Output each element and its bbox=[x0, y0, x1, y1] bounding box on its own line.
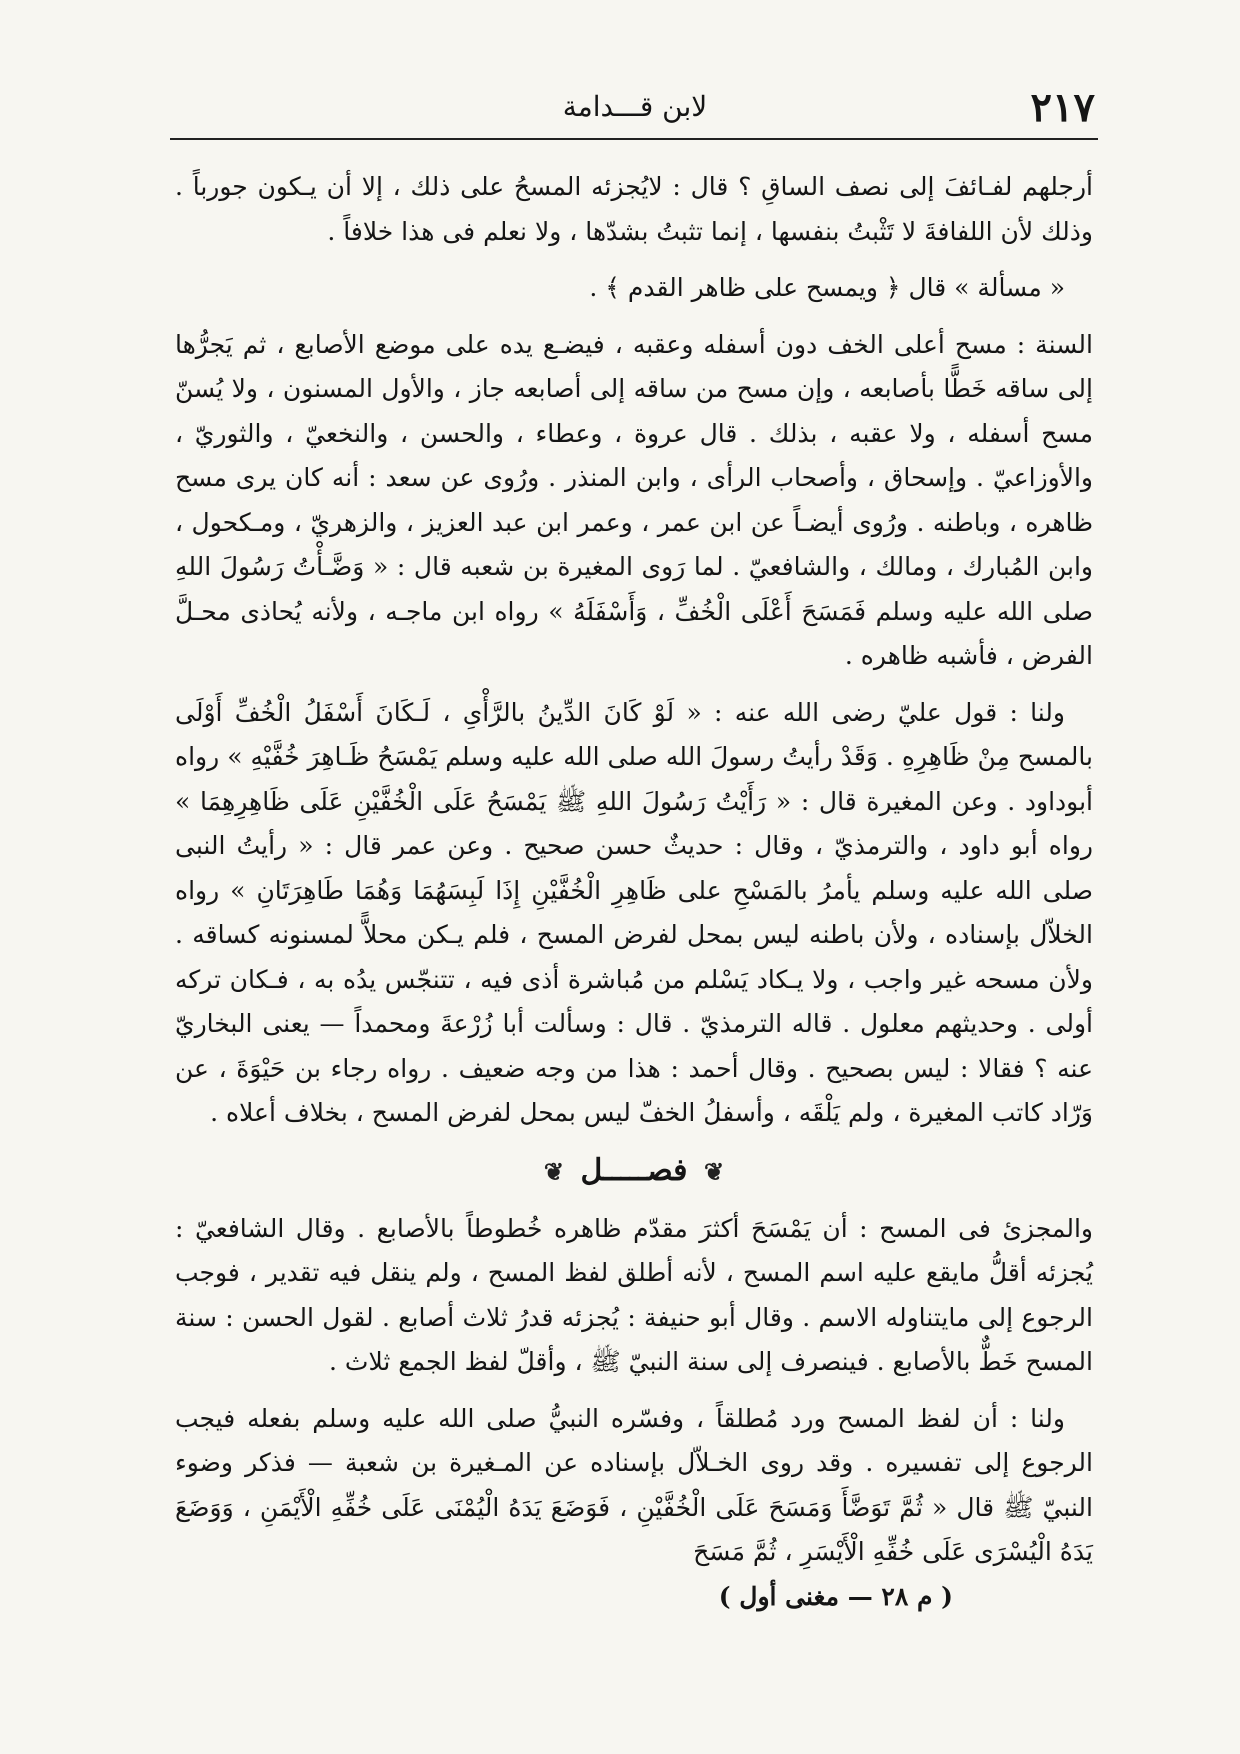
paragraph-gap bbox=[175, 311, 1093, 323]
footer-signature: ( م ٢٨ — مغنى أول ) bbox=[718, 1581, 953, 1611]
paragraph-gap bbox=[175, 1385, 1093, 1397]
page-header bbox=[175, 82, 1095, 140]
paragraph-tafsir: ولنا : أن لفظ المسح ورد مُطلقاً ، وفسّره النبيُّ صلى الله عليه وسلم بفعله فيجب الرجوع إلى تفسيره . وقد روى الخـلاّل بإسناده عن المـغيرة بن شعبة — فذكر وضوء النبيّ ﷺ قال « ثُمَّ تَوَضَّأَ وَمَسَحَ عَلَى الْخُفَّيْنِ ، فَوَضَعَ يَدَهُ الْيُمْنَى عَلَى خُفِّهِ الْأَيْمَنِ ، وَوَضَعَ يَدَهُ الْيُسْرَى عَلَى خُفِّهِ الْأَيْسَرِ ، ثُمَّ مَسَحَ bbox=[175, 1403, 1093, 1566]
ornament-icon: ❦ bbox=[703, 1156, 725, 1186]
page-body bbox=[175, 165, 1093, 1617]
ornament-icon: ❦ bbox=[543, 1156, 565, 1186]
page-number: ٢١٧ bbox=[1030, 84, 1095, 131]
running-title: لابن قـــدامة bbox=[562, 90, 708, 123]
paragraph-gap bbox=[175, 254, 1093, 266]
section-title: فصـــــل bbox=[580, 1152, 688, 1188]
paragraph-lafafa: أرجلهم لفـائفَ إلى نصف الساقِ ؟ قال : لايُجزئه المسحُ على ذلك ، إلا أن يـكون جورباً . وذلك لأن اللفافةَ لا تَثْبتُ بنفسها ، إنما تثبتُ بشدّها ، ولا نعلم فى هذا خلافاً . bbox=[175, 172, 1093, 246]
section-heading bbox=[175, 1146, 1093, 1197]
masala-heading: « مسألة » قال ﴿ ويمسح على ظاهر القدم ﴾ . bbox=[589, 273, 1065, 302]
paragraph-mujzi: والمجزئ فى المسح : أن يَمْسَحَ أكثرَ مقدّم ظاهره خُطوطاً بالأصابع . وقال الشافعيّ : يُجزئه أقلُّ مايقع عليه اسم المسح ، لأنه أطلق لفظ المسح ، ولم ينقل فيه تقدير ، فوجب الرجوع إلى مايتناوله الاسم . وقال أبو حنيفة : يُجزئه قدرُ ثلاث أصابع . لقول الحسن : سنة المسح خَطٌّ بالأصابع . فينصرف إلى سنة النبيّ ﷺ ، وأقلّ لفظ الجمع ثلاث . bbox=[175, 1213, 1093, 1376]
paragraph-gap bbox=[175, 679, 1093, 691]
paragraph-walana: ولنا : قول عليّ رضى الله عنه : « لَوْ كَانَ الدِّينُ بالرَّأْىِ ، لَـكَانَ أَسْفَلُ الْخُفِّ أَوْلَى بالمسح مِنْ ظَاهِرِهِ . وَقَدْ رأيتُ رسولَ الله صلى الله عليه وسلم يَمْسَحُ ظَـاهِرَ خُفَّيْهِ » رواه أبوداود . وعن المغيرة قال : « رَأَيْتُ رَسُولَ اللهِ ﷺ يَمْسَحُ عَلَى الْخُفَّيْنِ عَلَى ظَاهِرِهِمَا » رواه أبو داود ، والترمذيّ ، وقال : حديثٌ حسن صحيح . وعن عمر قال : « رأيتُ النبى صلى الله عليه وسلم يأمرُ بالمَسْحِ على ظَاهِرِ الْخُفَّيْنِ إِذَا لَبِسَهُمَا وَهُمَا طَاهِرَتَانِ » رواه الخلاّل بإسناده ، ولأن باطنه ليس بمحل لفرض المسح ، فلم يـكن محلاًّ لمسنونه كساقه . ولأن مسحه غير واجب ، ولا يـكاد يَسْلم من مُباشرة أذى فيه ، تتنجّس يدُه به ، فـكان تركه أولى . وحديثهم معلول . قاله الترمذيّ . قال : وسألت أبا زُرْعةَ ومحمداً — يعنى البخاريّ عنه ؟ فقالا : ليس بصحيح . وقال أحمد : هذا من وجه ضعيف . رواه رجاء بن حَيْوَةَ ، عن وَرّاد كاتب المغيرة ، ولم يَلْقَه ، وأسفلُ الخفّ ليس بمحل لفرض المسح ، بخلاف أعلاه . bbox=[175, 697, 1093, 1127]
paragraph-sunna: السنة : مسح أعلى الخف دون أسفله وعقبه ، فيضـع يده على موضع الأصابع ، ثم يَجرُّها إلى ساقه خَطًّا بأصابعه ، وإن مسح من ساقه إلى أصابعه جاز ، والأول المسنون ، ولا يُسنّ مسح أسفله ، ولا عقبه ، بذلك . قال عروة ، وعطاء ، والحسن ، والنخعيّ ، والثوريّ ، والأوزاعيّ . وإسحاق ، وأصحاب الرأى ، وابن المنذر . ورُوى عن سعد : أنه كان يرى مسح ظاهره ، وباطنه . ورُوى أيضـاً عن ابن عمر ، وعمر ابن عبد العزيز ، والزهريّ ، ومـكحول ، وابن المُبارك ، ومالك ، والشافعيّ . لما رَوى المغيرة بن شعبه قال : « وَضَّـأْتُ رَسُولَ اللهِ صلى الله عليه وسلم فَمَسَحَ أَعْلَى الْخُفِّ ، وَأَسْفَلَهُ » رواه ابن ماجـه ، ولأنه يُحاذى محـلَّ الفرض ، فأشبه ظاهره . bbox=[175, 329, 1094, 670]
header-rule bbox=[170, 138, 1098, 140]
